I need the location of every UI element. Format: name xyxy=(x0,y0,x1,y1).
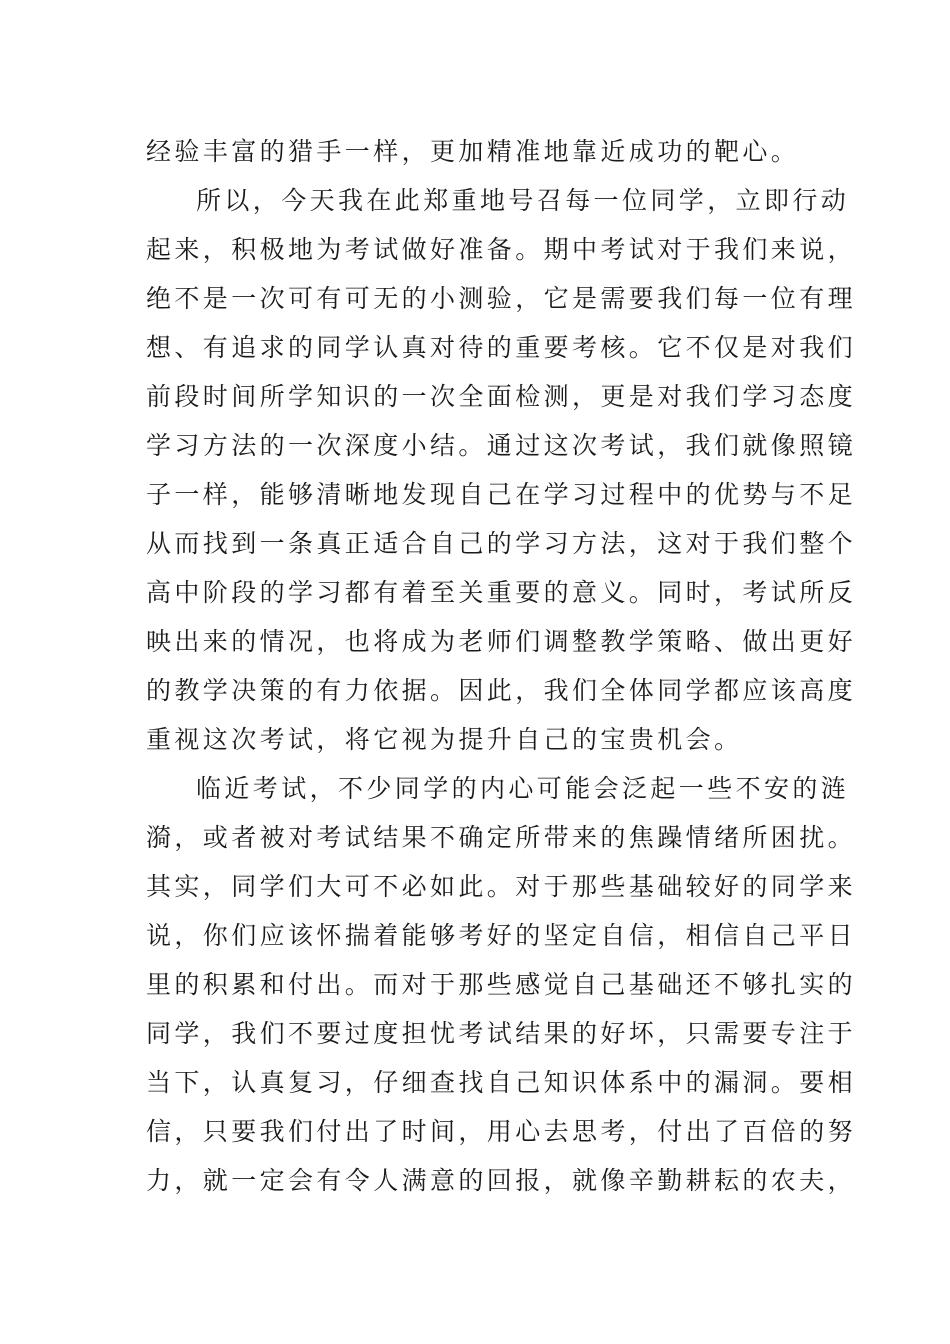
text-line: 经验丰富的猎手一样，更加精准地靠近成功的靶心。 xyxy=(146,137,800,166)
text-line: 里的积累和付出。而对于那些感觉自己基础还不够扎实的 xyxy=(146,970,857,999)
text-line: 绝不是一次可有可无的小测验，它是需要我们每一位有理 xyxy=(146,284,857,313)
text-line: 的教学决策的有力依据。因此，我们全体同学都应该高度 xyxy=(146,676,857,705)
text-line: 力，就一定会有令人满意的回报，就像辛勤耕耘的农夫， xyxy=(146,1166,857,1195)
text-line: 信，只要我们付出了时间，用心去思考，付出了百倍的努 xyxy=(146,1117,857,1146)
text-line: 映出来的情况，也将成为老师们调整教学策略、做出更好 xyxy=(146,627,857,656)
text-line: 说，你们应该怀揣着能够考好的坚定自信，相信自己平日 xyxy=(146,921,857,950)
paragraph-first-line: 临近考试，不少同学的内心可能会泛起一些不安的涟 xyxy=(196,774,850,803)
paragraph-first-line: 所以，今天我在此郑重地号召每一位同学，立即行动 xyxy=(196,186,850,215)
text-line: 高中阶段的学习都有着至关重要的意义。同时，考试所反 xyxy=(146,578,857,607)
text-line: 想、有追求的同学认真对待的重要考核。它不仅是对我们 xyxy=(146,333,857,362)
text-line: 同学，我们不要过度担忧考试结果的好坏，只需要专注于 xyxy=(146,1019,857,1048)
text-line: 子一样，能够清晰地发现自己在学习过程中的优势与不足 xyxy=(146,480,857,509)
text-line: 起来，积极地为考试做好准备。期中考试对于我们来说， xyxy=(146,235,857,264)
text-line: 当下，认真复习，仔细查找自己知识体系中的漏洞。要相 xyxy=(146,1068,857,1097)
text-line: 漪，或者被对考试结果不确定所带来的焦躁情绪所困扰。 xyxy=(146,823,857,852)
text-line: 从而找到一条真正适合自己的学习方法，这对于我们整个 xyxy=(146,529,857,558)
text-line: 前段时间所学知识的一次全面检测，更是对我们学习态度 xyxy=(146,382,857,411)
text-line: 学习方法的一次深度小结。通过这次考试，我们就像照镜 xyxy=(146,431,857,460)
text-line: 其实，同学们大可不必如此。对于那些基础较好的同学来 xyxy=(146,872,857,901)
text-line: 重视这次考试，将它视为提升自己的宝贵机会。 xyxy=(146,725,743,754)
